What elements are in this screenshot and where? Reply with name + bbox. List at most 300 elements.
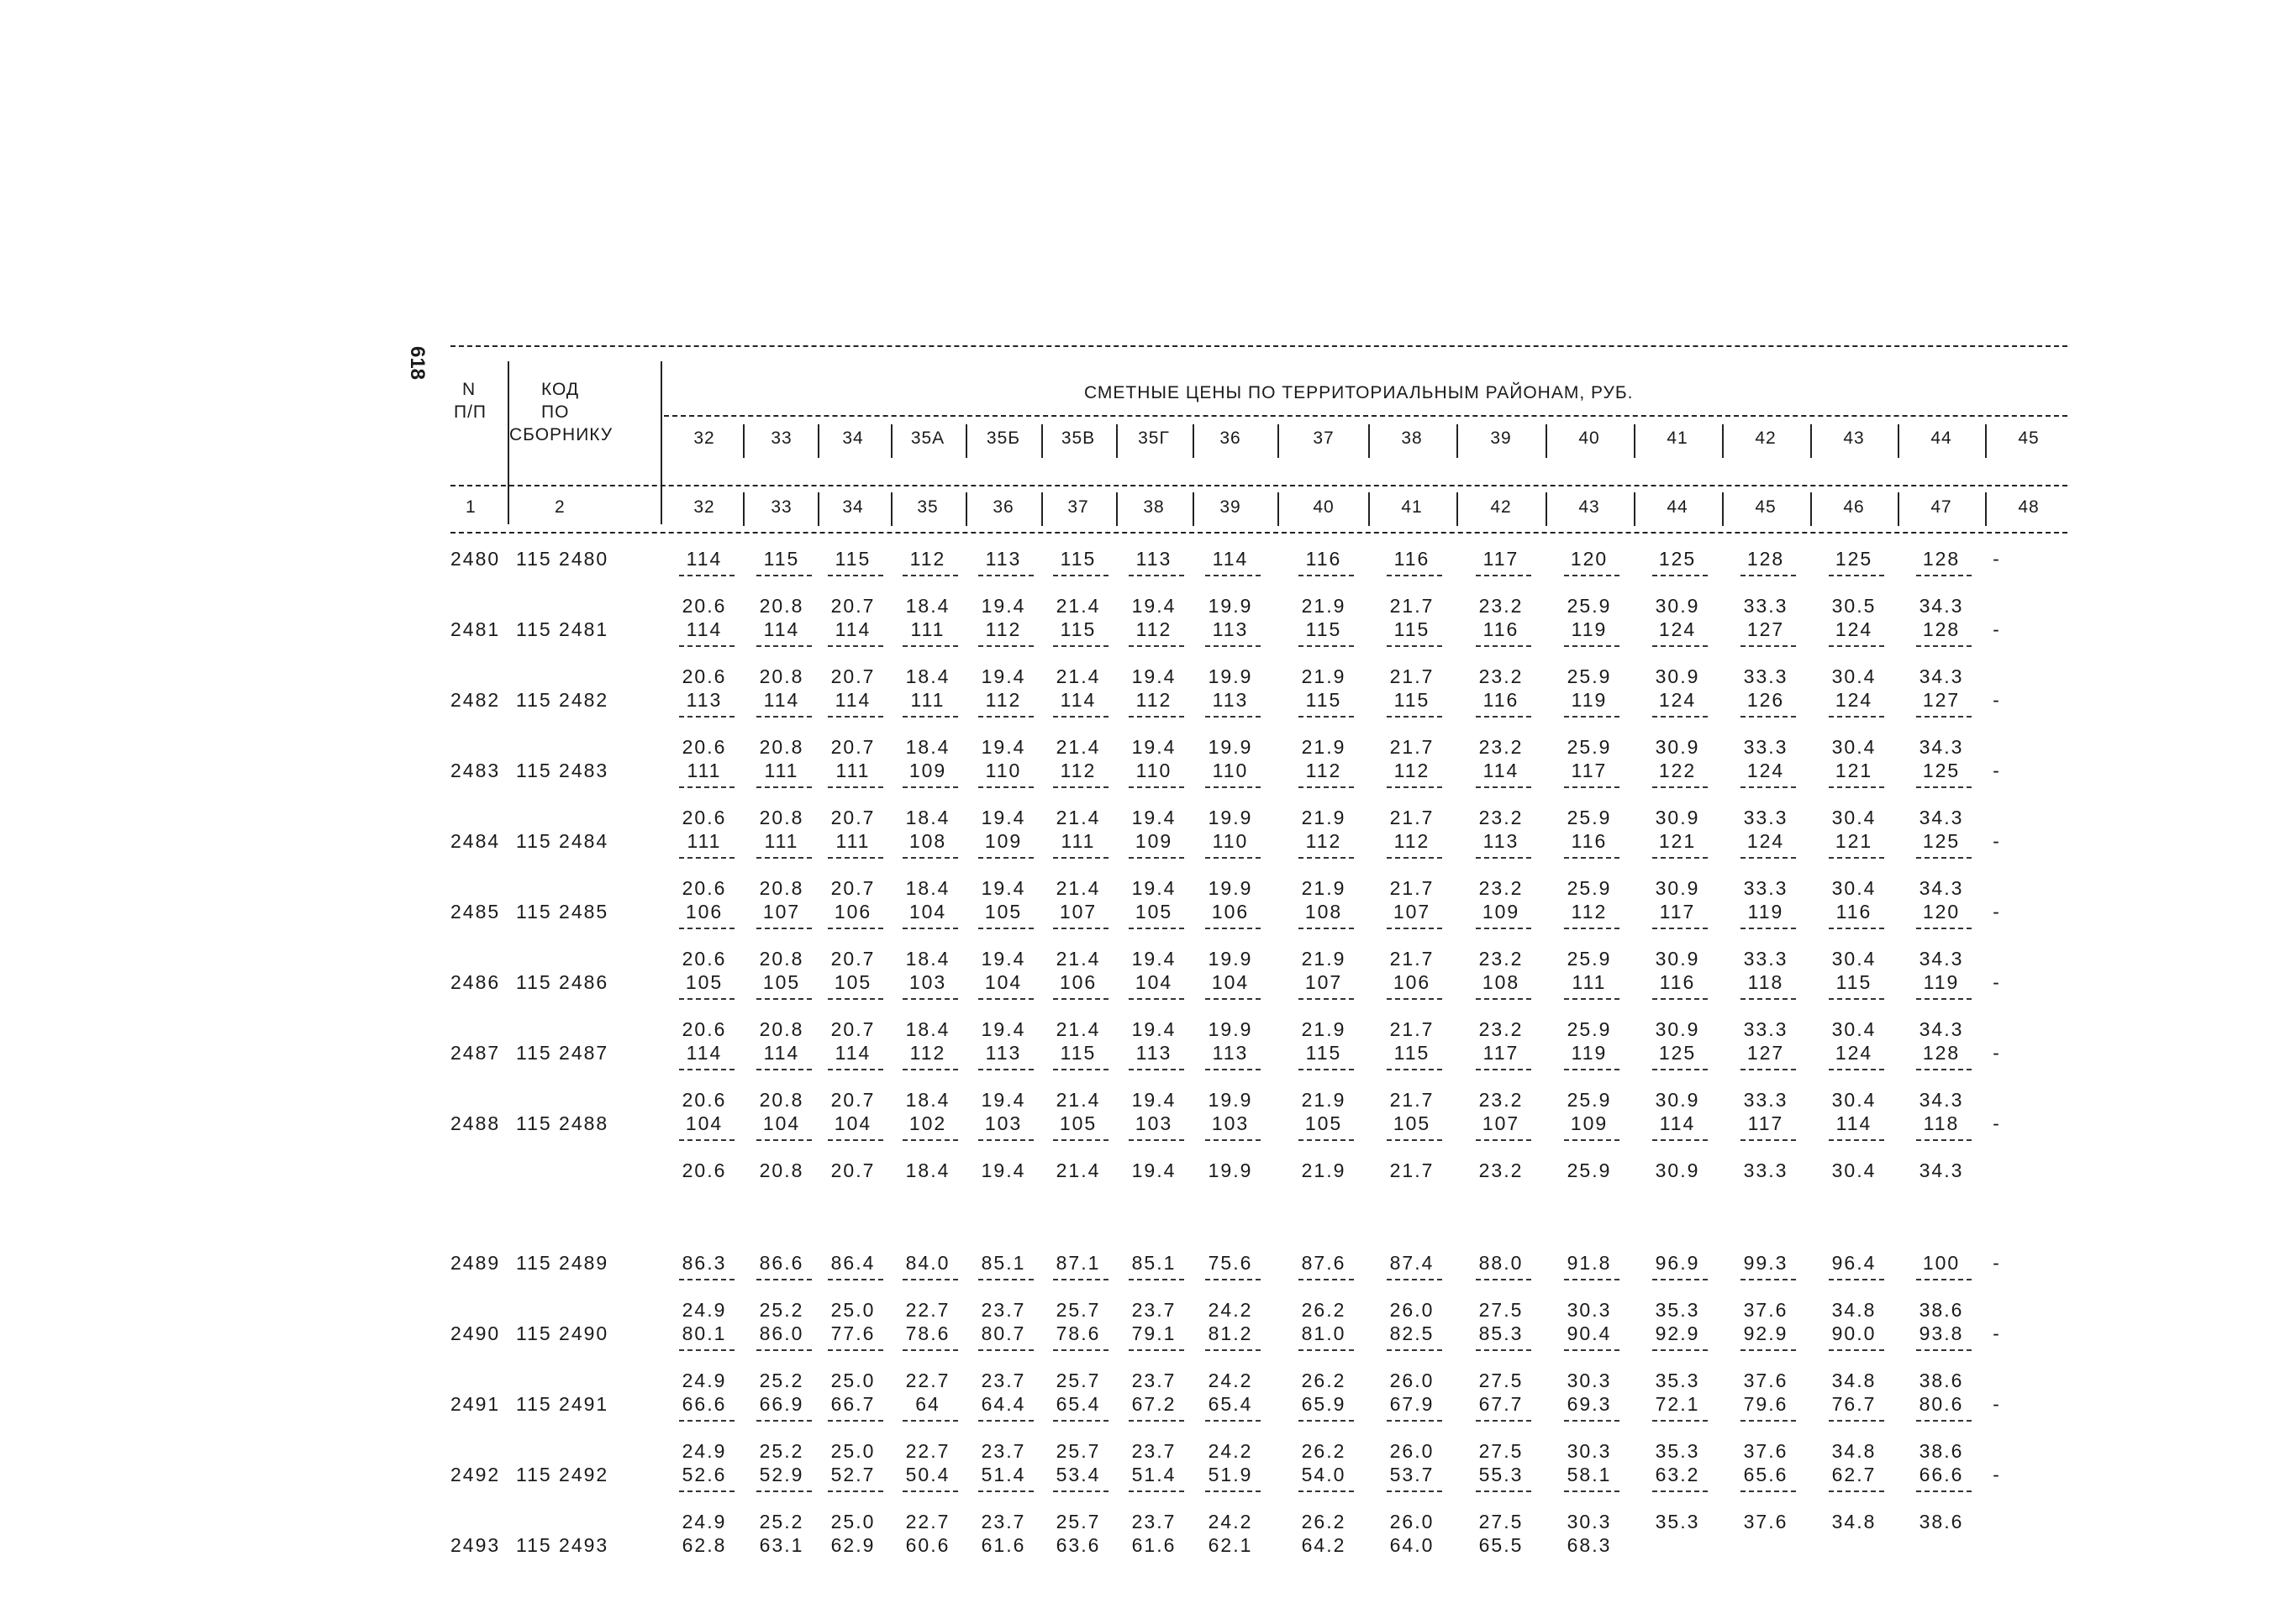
price-wage-component: 34.3: [1919, 1089, 1964, 1111]
price-total: 65.5: [1478, 1534, 1524, 1556]
price-wage-component: 20.6: [682, 665, 727, 687]
row-code: 115 2480: [516, 548, 609, 570]
price-total: 86.4: [830, 1252, 876, 1274]
price-total: 114: [686, 618, 723, 640]
price-total: 119: [1571, 689, 1608, 711]
price-wage-component: 26.2: [1301, 1511, 1346, 1533]
price-wage-component: 25.2: [759, 1440, 804, 1462]
price-wage-component: 21.7: [1389, 1018, 1435, 1040]
price-wage-component: 35.3: [1655, 1370, 1700, 1391]
fraction-bar: [903, 1279, 958, 1280]
price-wage-component: 24.2: [1208, 1370, 1253, 1391]
price-wage-component: 20.6: [682, 1159, 727, 1181]
price-wage-component: 25.9: [1567, 1018, 1612, 1040]
price-total: 104: [834, 1112, 872, 1134]
fraction-bar: [1652, 1279, 1708, 1280]
price-wage-component: 21.7: [1389, 736, 1435, 758]
fraction-bar: [1652, 645, 1708, 647]
column-index: 46: [1843, 497, 1865, 517]
price-total: 85.3: [1478, 1322, 1524, 1344]
price-total: 106: [834, 901, 872, 923]
price-total: 110: [1135, 760, 1172, 781]
fraction-bar: [828, 1349, 883, 1351]
price-total: 58.1: [1567, 1464, 1612, 1485]
fraction-bar: [1053, 1139, 1109, 1141]
price-total: 105: [1059, 1112, 1098, 1134]
price-total: 78.6: [1056, 1322, 1101, 1344]
price-wage-component: 22.7: [905, 1370, 951, 1391]
fraction-bar: [1298, 857, 1354, 859]
price-wage-component: 18.4: [905, 1089, 951, 1111]
fraction-bar: [1740, 1279, 1796, 1280]
header-column-separator: [891, 492, 893, 526]
fraction-bar: [1564, 857, 1619, 859]
header-column-separator: [1634, 424, 1635, 458]
price-total: 116: [1393, 548, 1430, 570]
price-total: 68.3: [1567, 1534, 1612, 1556]
price-total: 115: [1393, 618, 1430, 640]
header-column-separator: [1810, 492, 1812, 526]
header-column-separator: [1898, 492, 1899, 526]
price-total: 92.9: [1655, 1322, 1700, 1344]
fraction-bar: [1298, 1069, 1354, 1070]
price-wage-component: 34.3: [1919, 1018, 1964, 1040]
region-label: 32: [693, 428, 715, 448]
price-total: 127: [1922, 689, 1961, 711]
price-total: 105: [685, 971, 724, 993]
price-total: 112: [1305, 760, 1342, 781]
price-total: 50.4: [905, 1464, 951, 1485]
price-total: 85.1: [981, 1252, 1026, 1274]
fraction-bar: [1829, 1139, 1884, 1141]
price-total: 75.6: [1208, 1252, 1253, 1274]
price-wage-component: 19.4: [1131, 877, 1177, 899]
price-total: 62.7: [1831, 1464, 1877, 1485]
fraction-bar: [1129, 1349, 1184, 1351]
price-total: 111: [764, 760, 799, 781]
price-wage-component: 34.8: [1831, 1511, 1877, 1533]
price-wage-component: 30.9: [1655, 807, 1700, 828]
header-column-separator: [966, 492, 967, 526]
fraction-bar: [1829, 716, 1884, 718]
price-wage-component: 27.5: [1478, 1440, 1524, 1462]
row-code: 115 2486: [516, 971, 609, 993]
price-wage-component: 27.5: [1478, 1370, 1524, 1391]
price-wage-component: 21.4: [1056, 736, 1101, 758]
fraction-bar: [756, 1279, 812, 1280]
price-wage-component: 19.4: [981, 665, 1026, 687]
price-wage-component: 30.9: [1655, 665, 1700, 687]
price-wage-component: 20.7: [830, 948, 876, 970]
price-wage-component: 20.6: [682, 1018, 727, 1040]
price-total: 80.7: [981, 1322, 1026, 1344]
fraction-bar: [1387, 645, 1442, 647]
fraction-bar: [828, 786, 883, 788]
price-wage-component: 34.3: [1919, 1159, 1964, 1181]
price-total: 80.1: [682, 1322, 727, 1344]
fraction-bar: [1652, 1069, 1708, 1070]
column-48-value: -: [1993, 1252, 2001, 1274]
price-wage-component: 34.8: [1831, 1299, 1877, 1321]
price-wage-component: 30.9: [1655, 736, 1700, 758]
price-wage-component: 20.7: [830, 1089, 876, 1111]
fraction-bar: [1205, 998, 1261, 1000]
price-wage-component: 21.9: [1301, 877, 1346, 899]
price-wage-component: 26.0: [1389, 1299, 1435, 1321]
price-wage-component: 18.4: [905, 877, 951, 899]
price-wage-component: 23.7: [981, 1511, 1026, 1533]
fraction-bar: [1916, 645, 1972, 647]
fraction-bar: [1564, 998, 1619, 1000]
fraction-bar: [1053, 1349, 1109, 1351]
price-total: 106: [685, 901, 724, 923]
row-code: 115 2484: [516, 830, 609, 852]
fraction-bar: [1387, 928, 1442, 929]
column-index: 45: [1755, 497, 1777, 517]
price-wage-component: 30.4: [1831, 1018, 1877, 1040]
fraction-bar: [1652, 1420, 1708, 1422]
price-wage-component: 30.5: [1831, 595, 1877, 617]
header-column-separator: [1277, 424, 1279, 458]
fraction-bar: [1476, 575, 1531, 576]
price-total: 99.3: [1743, 1252, 1788, 1274]
price-wage-component: 19.4: [1131, 595, 1177, 617]
header-column-separator: [1116, 424, 1118, 458]
price-total: 112: [1060, 760, 1097, 781]
price-wage-component: 25.9: [1567, 736, 1612, 758]
price-wage-component: 30.9: [1655, 1018, 1700, 1040]
row-code: 115 2481: [516, 618, 609, 640]
price-total: 61.6: [1131, 1534, 1177, 1556]
price-total: 113: [1135, 548, 1172, 570]
fraction-bar: [1476, 645, 1531, 647]
top-rule: [450, 345, 2067, 347]
fraction-bar: [1740, 1349, 1796, 1351]
fraction-bar: [1387, 1139, 1442, 1141]
header-code-line3: СБОРНИКУ: [509, 425, 613, 444]
fraction-bar: [1829, 1349, 1884, 1351]
price-wage-component: 30.3: [1567, 1440, 1612, 1462]
price-total: 78.6: [905, 1322, 951, 1344]
price-total: 104: [1135, 971, 1173, 993]
row-number: 2480: [450, 548, 501, 570]
header-column-separator: [1193, 424, 1194, 458]
fraction-bar: [1740, 786, 1796, 788]
price-total: 107: [762, 901, 801, 923]
price-wage-component: 21.9: [1301, 807, 1346, 828]
price-total: 105: [1304, 1112, 1343, 1134]
price-total: 81.0: [1301, 1322, 1346, 1344]
price-wage-component: 24.2: [1208, 1440, 1253, 1462]
fraction-bar: [1916, 998, 1972, 1000]
region-label: 41: [1667, 428, 1688, 448]
row-code: 115 2490: [516, 1322, 609, 1344]
price-wage-component: 19.4: [981, 736, 1026, 758]
price-wage-component: 21.9: [1301, 1159, 1346, 1181]
region-label: 38: [1401, 428, 1423, 448]
region-label: 45: [2018, 428, 2040, 448]
fraction-bar: [1652, 928, 1708, 929]
price-wage-component: 26.2: [1301, 1299, 1346, 1321]
price-total: 93.8: [1919, 1322, 1964, 1344]
price-total: 79.1: [1131, 1322, 1177, 1344]
fraction-bar: [1387, 998, 1442, 1000]
price-wage-component: 21.4: [1056, 807, 1101, 828]
fraction-bar: [978, 1069, 1034, 1070]
fraction-bar: [1129, 786, 1184, 788]
header-column-separator: [1456, 492, 1458, 526]
fraction-bar: [903, 928, 958, 929]
price-total: 112: [1135, 618, 1172, 640]
row-code: 115 2483: [516, 760, 609, 781]
price-total: 100: [1922, 1252, 1961, 1274]
header-column-separator: [891, 424, 893, 458]
price-wage-component: 18.4: [905, 665, 951, 687]
fraction-bar: [903, 1420, 958, 1422]
price-total: 113: [1212, 1042, 1249, 1064]
price-total: 110: [1212, 760, 1249, 781]
row-number: 2483: [450, 760, 501, 781]
fraction-bar: [1387, 786, 1442, 788]
price-total: 114: [1060, 689, 1097, 711]
price-wage-component: 21.9: [1301, 665, 1346, 687]
fraction-bar: [1829, 1420, 1884, 1422]
fraction-bar: [1053, 1420, 1109, 1422]
header-mid-rule: [664, 415, 2067, 417]
price-total: 107: [1482, 1112, 1520, 1134]
price-total: 64.4: [981, 1393, 1026, 1415]
region-label: 36: [1219, 428, 1241, 448]
price-total: 127: [1746, 1042, 1785, 1064]
fraction-bar: [1916, 1420, 1972, 1422]
price-total: 111: [687, 830, 722, 852]
price-total: 117: [1571, 760, 1608, 781]
price-total: 111: [835, 830, 871, 852]
row-number: 2487: [450, 1042, 501, 1064]
fraction-bar: [1129, 1279, 1184, 1280]
header-column-separator: [743, 424, 745, 458]
price-total: 125: [1922, 830, 1961, 852]
price-wage-component: 19.4: [1131, 1018, 1177, 1040]
price-wage-component: 30.9: [1655, 877, 1700, 899]
price-wage-component: 19.4: [981, 1159, 1026, 1181]
price-wage-component: 30.4: [1831, 877, 1877, 899]
price-total: 113: [985, 1042, 1022, 1064]
price-total: 119: [1747, 901, 1784, 923]
price-total: 103: [1135, 1112, 1173, 1134]
price-total: 113: [1212, 618, 1249, 640]
price-wage-component: 20.7: [830, 665, 876, 687]
fraction-bar: [1564, 1490, 1619, 1492]
fraction-bar: [679, 1279, 735, 1280]
price-total: 61.6: [981, 1534, 1026, 1556]
price-total: 125: [1658, 1042, 1697, 1064]
price-total: 92.9: [1743, 1322, 1788, 1344]
price-wage-component: 21.4: [1056, 665, 1101, 687]
fraction-bar: [903, 716, 958, 718]
fraction-bar: [1652, 1490, 1708, 1492]
price-total: 111: [687, 760, 722, 781]
header-bottom-rule: [450, 532, 2067, 534]
column-index: 36: [993, 497, 1014, 517]
row-code: 115 2493: [516, 1534, 609, 1556]
price-total: 116: [1482, 689, 1519, 711]
fraction-bar: [828, 1279, 883, 1280]
price-wage-component: 25.9: [1567, 665, 1612, 687]
price-wage-component: 23.2: [1478, 595, 1524, 617]
header-vline-2: [661, 361, 662, 524]
row-number: 2482: [450, 689, 501, 711]
fraction-bar: [1129, 857, 1184, 859]
price-total: 106: [1211, 901, 1250, 923]
price-total: 108: [908, 830, 947, 852]
header-column-separator: [1898, 424, 1899, 458]
price-total: 117: [1659, 901, 1696, 923]
fraction-bar: [1387, 1279, 1442, 1280]
header-column-separator: [818, 492, 819, 526]
fraction-bar: [1916, 1279, 1972, 1280]
header-code-line2: ПО: [541, 402, 570, 422]
column-48-value: -: [1993, 1042, 2001, 1064]
header-column-separator: [1722, 492, 1724, 526]
fraction-bar: [828, 857, 883, 859]
price-total: 66.9: [759, 1393, 804, 1415]
price-total: 52.6: [682, 1464, 727, 1485]
price-total: 114: [686, 548, 723, 570]
price-wage-component: 19.4: [981, 948, 1026, 970]
price-wage-component: 20.8: [759, 1089, 804, 1111]
price-total: 67.7: [1478, 1393, 1524, 1415]
fraction-bar: [1476, 1139, 1531, 1141]
fraction-bar: [828, 645, 883, 647]
fraction-bar: [1740, 716, 1796, 718]
price-total: 122: [1658, 760, 1697, 781]
price-total: 107: [1393, 901, 1431, 923]
fraction-bar: [1652, 786, 1708, 788]
price-total: 53.4: [1056, 1464, 1101, 1485]
price-wage-component: 20.8: [759, 877, 804, 899]
header-column-separator: [743, 492, 745, 526]
fraction-bar: [903, 1349, 958, 1351]
index-left-1: 1: [466, 497, 477, 517]
fraction-bar: [1564, 645, 1619, 647]
price-total: 62.9: [830, 1534, 876, 1556]
price-wage-component: 33.3: [1743, 807, 1788, 828]
price-total: 55.3: [1478, 1464, 1524, 1485]
price-total: 108: [1304, 901, 1343, 923]
price-total: 115: [1060, 548, 1097, 570]
row-code: 115 2489: [516, 1252, 609, 1274]
fraction-bar: [1129, 998, 1184, 1000]
price-total: 106: [1393, 971, 1431, 993]
fraction-bar: [978, 645, 1034, 647]
fraction-bar: [1129, 928, 1184, 929]
price-wage-component: 20.8: [759, 948, 804, 970]
price-wage-component: 38.6: [1919, 1511, 1964, 1533]
fraction-bar: [679, 645, 735, 647]
price-wage-component: 30.3: [1567, 1511, 1612, 1533]
price-total: 115: [835, 548, 872, 570]
price-wage-component: 21.9: [1301, 595, 1346, 617]
fraction-bar: [1564, 1069, 1619, 1070]
price-total: 116: [1482, 618, 1519, 640]
price-total: 117: [1747, 1112, 1784, 1134]
column-index: 37: [1067, 497, 1089, 517]
price-total: 104: [685, 1112, 724, 1134]
fraction-bar: [1916, 857, 1972, 859]
fraction-bar: [1829, 1069, 1884, 1070]
price-wage-component: 20.8: [759, 1018, 804, 1040]
header-column-separator: [1985, 492, 1987, 526]
fraction-bar: [978, 1490, 1034, 1492]
price-total: 85.1: [1131, 1252, 1177, 1274]
price-wage-component: 20.7: [830, 1159, 876, 1181]
price-total: 114: [835, 618, 872, 640]
fraction-bar: [1829, 575, 1884, 576]
price-wage-component: 23.7: [1131, 1440, 1177, 1462]
header-column-separator: [1810, 424, 1812, 458]
price-total: 87.4: [1389, 1252, 1435, 1274]
price-wage-component: 27.5: [1478, 1299, 1524, 1321]
fraction-bar: [1129, 1420, 1184, 1422]
price-wage-component: 34.3: [1919, 807, 1964, 828]
price-wage-component: 19.4: [1131, 1159, 1177, 1181]
fraction-bar: [1740, 998, 1796, 1000]
price-total: 77.6: [830, 1322, 876, 1344]
column-index: 48: [2018, 497, 2040, 517]
price-total: 117: [1482, 1042, 1519, 1064]
price-total: 102: [908, 1112, 947, 1134]
price-wage-component: 21.4: [1056, 948, 1101, 970]
price-total: 124: [1835, 689, 1873, 711]
region-label: 35Г: [1138, 428, 1170, 448]
price-total: 64.2: [1301, 1534, 1346, 1556]
column-48-value: -: [1993, 1393, 2001, 1415]
price-total: 111: [910, 689, 945, 711]
price-total: 54.0: [1301, 1464, 1346, 1485]
price-wage-component: 37.6: [1743, 1440, 1788, 1462]
price-total: 109: [1135, 830, 1173, 852]
price-wage-component: 21.4: [1056, 877, 1101, 899]
price-wage-component: 37.6: [1743, 1299, 1788, 1321]
price-total: 114: [835, 1042, 872, 1064]
fraction-bar: [1205, 1069, 1261, 1070]
price-total: 118: [1923, 1112, 1960, 1134]
fraction-bar: [1205, 645, 1261, 647]
price-wage-component: 19.4: [1131, 1089, 1177, 1111]
price-wage-component: 18.4: [905, 807, 951, 828]
price-wage-component: 33.3: [1743, 595, 1788, 617]
region-label: 39: [1490, 428, 1512, 448]
row-code: 115 2482: [516, 689, 609, 711]
header-column-separator: [1546, 424, 1547, 458]
fraction-bar: [903, 857, 958, 859]
fraction-bar: [679, 998, 735, 1000]
row-code: 115 2485: [516, 901, 609, 923]
price-total: 66.6: [1919, 1464, 1964, 1485]
price-total: 84.0: [905, 1252, 951, 1274]
price-wage-component: 18.4: [905, 948, 951, 970]
price-total: 96.9: [1655, 1252, 1700, 1274]
header-column-separator: [1116, 492, 1118, 526]
index-left-2: 2: [555, 497, 566, 517]
row-number: 2493: [450, 1534, 501, 1556]
price-total: 124: [1746, 830, 1785, 852]
price-wage-component: 37.6: [1743, 1511, 1788, 1533]
fraction-bar: [1205, 716, 1261, 718]
price-wage-component: 25.2: [759, 1511, 804, 1533]
price-wage-component: 23.2: [1478, 736, 1524, 758]
